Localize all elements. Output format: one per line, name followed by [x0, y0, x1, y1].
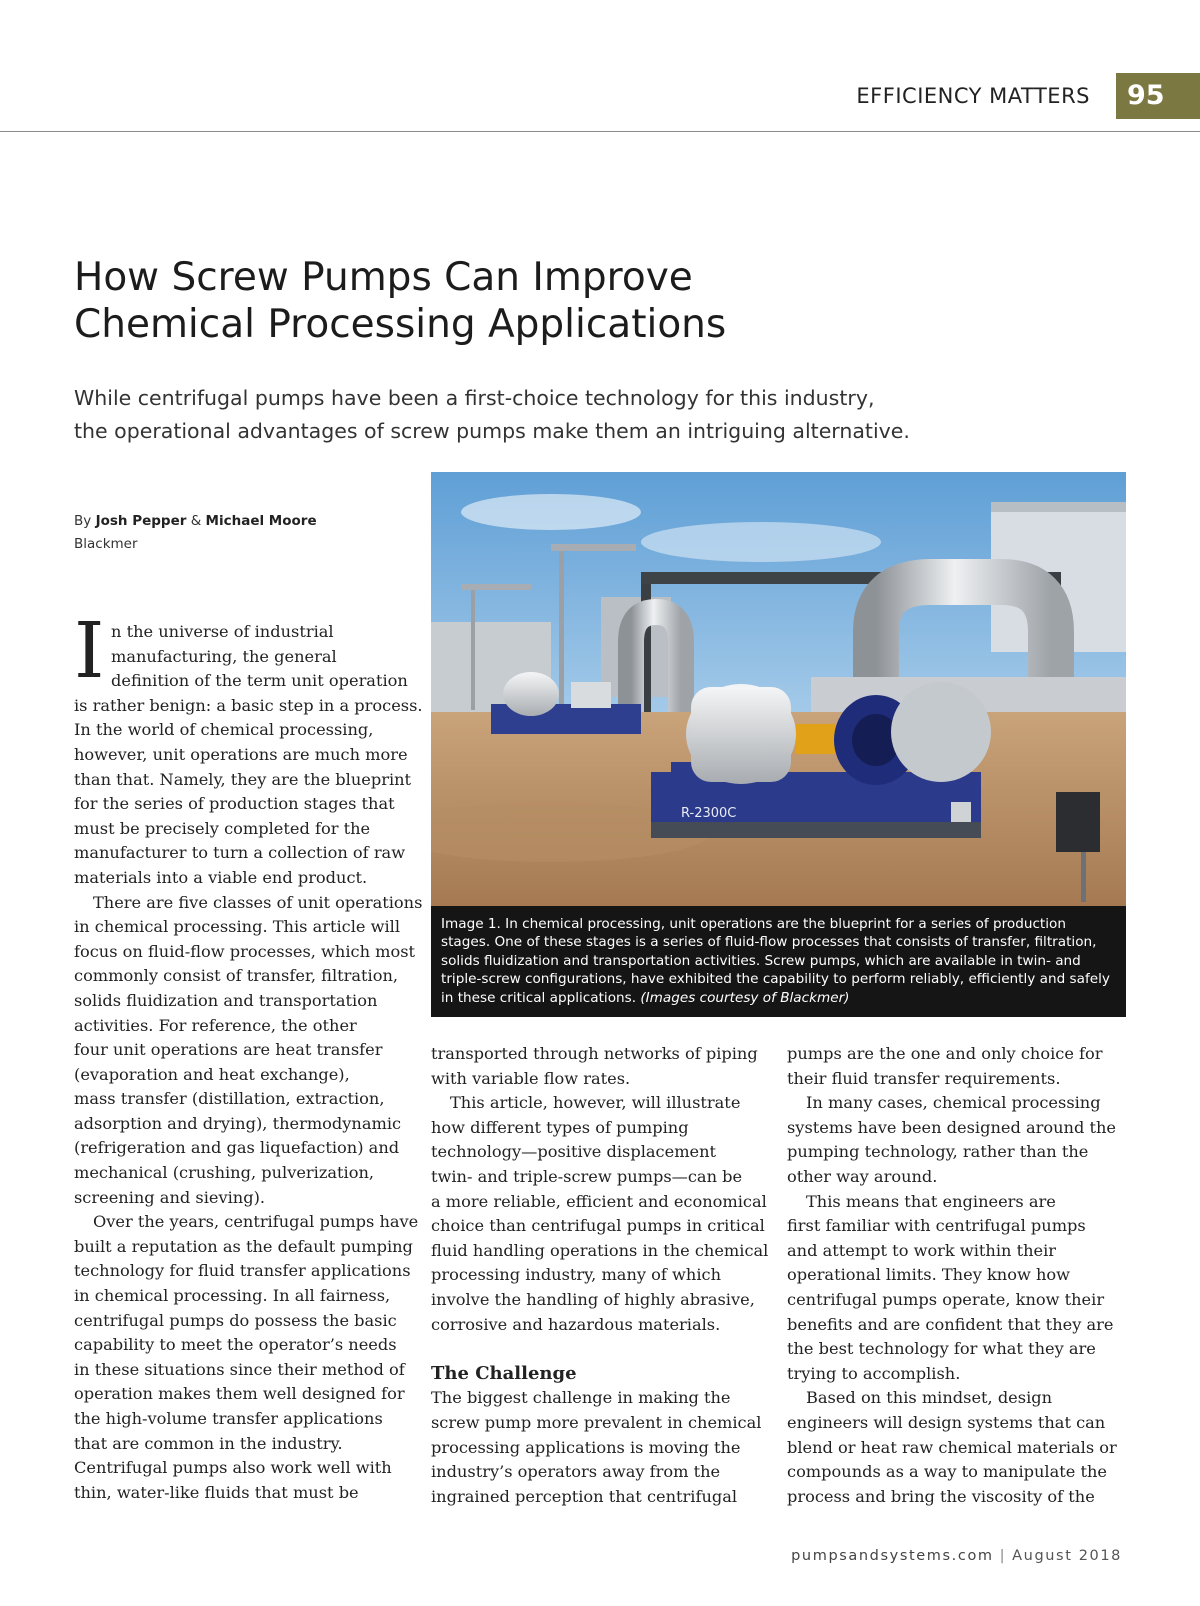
article-title	[74, 254, 974, 348]
text-line: Over the years, centrifugal pumps have	[93, 1212, 419, 1232]
byline-prefix: By	[74, 513, 92, 529]
text-line: mass transfer (distillation, extraction,	[74, 1089, 385, 1109]
text-line: compounds as a way to manipulate the	[787, 1462, 1107, 1482]
text-line: than that. Namely, they are the blueprint	[74, 769, 412, 789]
text-line: benefits and are confident that they are	[787, 1314, 1114, 1334]
text-line: manufacturer to turn a collection of raw	[74, 843, 406, 863]
text-line: and attempt to work within their	[787, 1240, 1057, 1260]
text-line: capability to meet the operator’s needs	[74, 1335, 397, 1355]
text-line: corrosive and hazardous materials.	[431, 1314, 721, 1334]
author-name: Michael Moore	[205, 513, 317, 529]
text-line: mechanical (crushing, pulverization,	[74, 1163, 375, 1183]
text-line: (evaporation and heat exchange),	[74, 1064, 350, 1084]
text-line: is rather benign: a basic step in a process.	[74, 695, 423, 715]
footer-separator: |	[999, 1548, 1007, 1564]
text-line: with variable flow rates.	[431, 1068, 631, 1088]
paragraph-spacer	[431, 1337, 771, 1362]
text-line: a more reliable, efficient and economical	[431, 1191, 767, 1211]
text-line: (refrigeration and gas liquefaction) and	[74, 1138, 400, 1158]
text-line: must be precisely completed for the	[74, 818, 371, 838]
section-heading: The Challenge	[431, 1362, 577, 1384]
text-line: blend or heat raw chemical materials or	[787, 1437, 1117, 1457]
page-footer	[791, 1548, 1122, 1564]
deck-line: While centrifugal pumps have been a first-choice technology for this industry,	[74, 386, 875, 410]
text-line: adsorption and drying), thermodynamic	[74, 1113, 402, 1133]
text-line: involve the handling of highly abrasive,	[431, 1289, 755, 1309]
text-line: screening and sieving).	[74, 1187, 266, 1207]
text-line: focus on fluid-flow processes, which most	[74, 941, 416, 961]
text-line: materials into a viable end product.	[74, 867, 368, 887]
text-line: pumping technology, rather than the	[787, 1142, 1089, 1162]
text-line: in chemical processing. In all fairness,	[74, 1286, 391, 1306]
section-label: EFFICIENCY MATTERS	[856, 84, 1090, 108]
text-line: the best technology for what they are	[787, 1339, 1096, 1359]
text-line: There are five classes of unit operations	[93, 892, 423, 912]
header-divider	[0, 131, 1200, 132]
text-line: screw pump more prevalent in chemical	[431, 1412, 762, 1432]
text-line: choice than centrifugal pumps in critical	[431, 1216, 765, 1236]
author-affiliation: Blackmer	[74, 536, 138, 552]
equipment-label: R-2300C	[681, 806, 737, 821]
text-line: technology—positive displacement	[431, 1142, 717, 1162]
footer-site: pumpsandsystems.com	[791, 1548, 994, 1564]
text-line: four unit operations are heat transfer	[74, 1040, 383, 1060]
text-line: solids fluidization and transportation	[74, 990, 378, 1010]
text-line: This article, however, will illustrate	[450, 1093, 741, 1113]
text-line: In many cases, chemical processing	[806, 1093, 1101, 1113]
text-line: activities. For reference, the other	[74, 1015, 357, 1035]
page-number: 95	[1116, 73, 1200, 119]
text-line: their fluid transfer requirements.	[787, 1068, 1061, 1088]
text-line: however, unit operations are much more	[74, 744, 408, 764]
author-name: Josh Pepper	[95, 513, 187, 529]
text-line: operation makes them well designed for	[74, 1384, 405, 1404]
text-line: n the universe of industrial	[111, 622, 334, 641]
text-line: This means that engineers are	[806, 1191, 1056, 1211]
text-line: centrifugal pumps do possess the basic	[74, 1310, 397, 1330]
text-line: twin- and triple-screw pumps—can be	[431, 1166, 743, 1186]
text-line: other way around.	[787, 1166, 938, 1186]
text-line: The biggest challenge in making the	[431, 1388, 731, 1408]
text-line: fluid handling operations in the chemical	[431, 1240, 769, 1260]
text-line: ingrained perception that centrifugal	[431, 1486, 738, 1506]
text-line: pumps are the one and only choice for	[787, 1044, 1103, 1063]
text-line: engineers will design systems that can	[787, 1412, 1106, 1432]
body-column-2	[431, 1042, 771, 1509]
text-line: manufacturing, the general	[111, 646, 337, 666]
text-line: In the world of chemical processing,	[74, 720, 374, 740]
text-line: systems have been designed around the	[787, 1117, 1116, 1137]
text-line: definition of the term unit operation	[111, 671, 408, 691]
text-line: first familiar with centrifugal pumps	[787, 1216, 1086, 1236]
body-column-1	[74, 620, 423, 1505]
text-line: built a reputation as the default pumping	[74, 1236, 413, 1256]
text-line: that are common in the industry.	[74, 1433, 343, 1453]
deck-line: the operational advantages of screw pumps make them an intriguing alternative.	[74, 419, 910, 443]
text-line: in chemical processing. This article will	[74, 917, 401, 937]
body-column-3	[787, 1042, 1127, 1509]
text-line: Centrifugal pumps also work well with	[74, 1458, 392, 1478]
text-line: thin, water-like fluids that must be	[74, 1482, 359, 1502]
text-line: for the series of production stages that	[74, 794, 395, 814]
text-line: processing industry, many of which	[431, 1265, 721, 1285]
byline	[74, 510, 317, 556]
image-credit: (Images courtesy of Blackmer)	[640, 989, 850, 1006]
image-caption	[431, 906, 1126, 1017]
title-line: Chemical Processing Applications	[74, 302, 727, 347]
caption-text: Image 1. In chemical processing, unit operations are the blueprint for a series of production stages. One of these stages is a series of fluid-flow processes that consists of transfer, filtration, solids fluidization and transportation activities. Screw pumps, which are available in twin- and triple-screw configurations, have exhibited the capability to perform reliably, efficiently and safely in these critical applications.	[441, 916, 1110, 1006]
text-line: industry’s operators away from the	[431, 1462, 721, 1482]
text-line: transported through networks of piping	[431, 1044, 758, 1063]
text-line: centrifugal pumps operate, know their	[787, 1289, 1105, 1309]
article-deck	[74, 382, 974, 448]
text-line: how different types of pumping	[431, 1117, 689, 1137]
text-line: technology for fluid transfer applications	[74, 1261, 411, 1281]
text-line: operational limits. They know how	[787, 1265, 1070, 1285]
byline-ampersand: &	[190, 513, 202, 529]
title-line: How Screw Pumps Can Improve	[74, 255, 693, 300]
text-line: processing applications is moving the	[431, 1437, 741, 1457]
text-line: in these situations since their method of	[74, 1359, 405, 1379]
text-line: trying to accomplish.	[787, 1363, 961, 1383]
footer-date: August 2018	[1012, 1548, 1122, 1564]
text-line: commonly consist of transfer, filtration,	[74, 966, 399, 986]
text-line: process and bring the viscosity of the	[787, 1486, 1095, 1506]
drop-cap: I	[74, 607, 105, 696]
text-line: the high-volume transfer applications	[74, 1409, 383, 1428]
pump-station-illustration	[431, 472, 1126, 906]
article-photo	[431, 472, 1126, 906]
text-line: Based on this mindset, design	[806, 1388, 1053, 1408]
